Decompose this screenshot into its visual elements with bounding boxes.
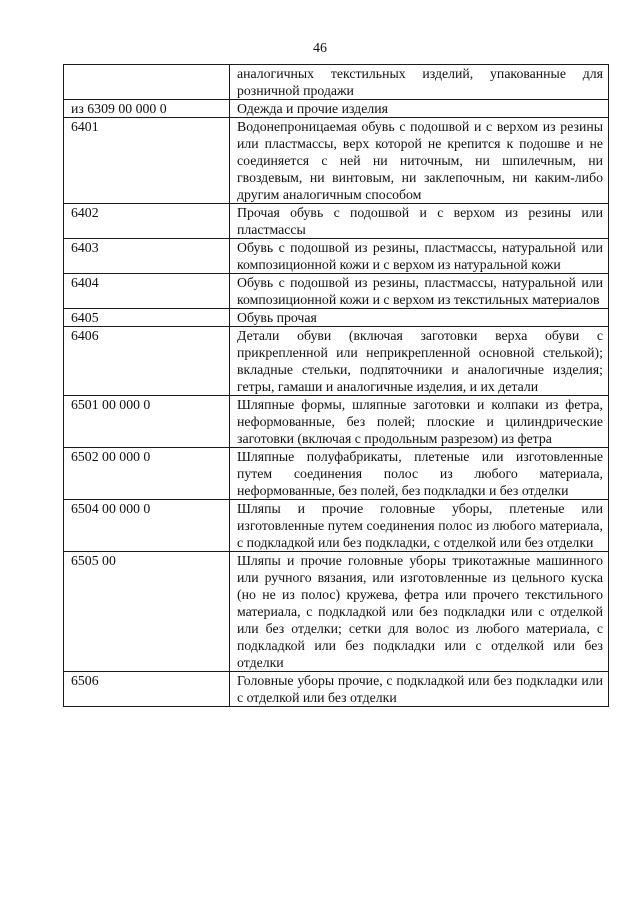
table-row [64, 309, 609, 327]
table-row [64, 396, 609, 448]
table-row [64, 448, 609, 500]
code-cell: 6406 [64, 327, 230, 396]
description-cell: Шляпы и прочие головные уборы трикотажные машинного или ручного вязания, или изготовленные из цельного куска (но не из полос) кружева, фетра или прочего текстильного материала, с подкладкой или без подкладки или с отделкой или без отделки; сетки для волос из любого материала, с подкладкой или без подкладки или с отделкой или без отделки [230, 552, 609, 672]
description-cell: Прочая обувь с подошвой и с верхом из резины или пластмассы [230, 204, 609, 239]
table-row [64, 100, 609, 118]
table-row [64, 274, 609, 309]
tariff-codes-table [63, 64, 609, 707]
code-cell: из 6309 00 000 0 [64, 100, 230, 118]
table-row [64, 204, 609, 239]
description-cell: Шляпные полуфабрикаты, плетеные или изготовленные путем соединения полос из любого материала, неформованные, без полей, без подкладки и без отделки [230, 448, 609, 500]
description-cell: Обувь с подошвой из резины, пластмассы, натуральной или композиционной кожи и с верхом из натуральной кожи [230, 239, 609, 274]
table-row [64, 327, 609, 396]
code-cell: 6502 00 000 0 [64, 448, 230, 500]
code-cell: 6504 00 000 0 [64, 500, 230, 552]
table-row [64, 672, 609, 707]
code-cell: 6402 [64, 204, 230, 239]
description-cell: Обувь с подошвой из резины, пластмассы, натуральной или композиционной кожи и с верхом из текстильных материалов [230, 274, 609, 309]
table-row [64, 118, 609, 204]
description-cell: Одежда и прочие изделия [230, 100, 609, 118]
description-cell: Шляпные формы, шляпные заготовки и колпаки из фетра, неформованные, без полей; плоские и цилиндрические заготовки (включая с продольным разрезом) из фетра [230, 396, 609, 448]
description-cell: аналогичных текстильных изделий, упакованные для розничной продажи [230, 65, 609, 100]
code-cell: 6404 [64, 274, 230, 309]
code-cell: 6403 [64, 239, 230, 274]
description-cell: Водонепроницаемая обувь с подошвой и с верхом из резины или пластмассы, верх которой не крепится к подошве и не соединяется с ней ни ниточным, ни шпилечным, ни гвоздевым, ни винтовым, ни заклепочным, ни каким-либо другим аналогичным способом [230, 118, 609, 204]
table-row [64, 500, 609, 552]
description-cell: Головные уборы прочие, с подкладкой или без подкладки или с отделкой или без отделки [230, 672, 609, 707]
description-cell: Шляпы и прочие головные уборы, плетеные или изготовленные путем соединения полос из любого материала, с подкладкой или без подкладки, с отделкой или без отделки [230, 500, 609, 552]
code-cell: 6501 00 000 0 [64, 396, 230, 448]
code-cell: 6505 00 [64, 552, 230, 672]
description-cell: Обувь прочая [230, 309, 609, 327]
code-cell: 6405 [64, 309, 230, 327]
code-cell [64, 65, 230, 100]
code-cell: 6506 [64, 672, 230, 707]
page-number: 46 [313, 41, 327, 56]
description-cell: Детали обуви (включая заготовки верха обуви с прикрепленной или неприкрепленной основной стелькой); вкладные стельки, подпяточники и аналогичные изделия; гетры, гамаши и аналогичные изделия, и их детали [230, 327, 609, 396]
table-row [64, 239, 609, 274]
table-row [64, 65, 609, 100]
code-cell: 6401 [64, 118, 230, 204]
table-row [64, 552, 609, 672]
